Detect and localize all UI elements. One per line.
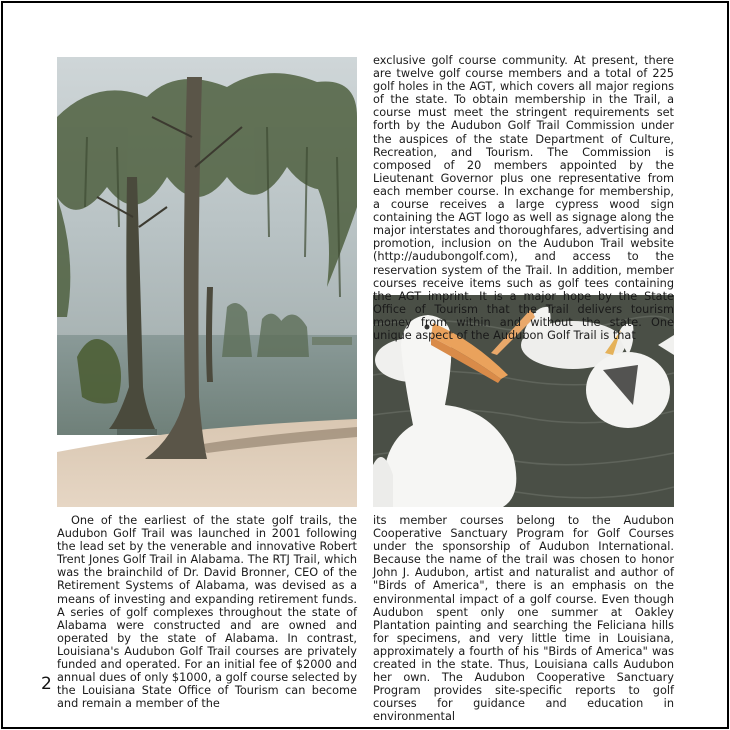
paragraph-text: One of the earliest of the state golf trails, the Audubon Golf Trail was launched in 2001 following the lead set by the venerable and innovative Robert Trent Jones Golf Trail in Alabama. The RTJ Trail, which was the brainchild of Dr. David Bronner, CEO of the Retirement Systems of Alabama, was devised as a means of investing and expanding retirement funds. A series of golf complexes throughout the state of Alabama were constructed and are owned and operated by the state of Alabama. In contrast, Louisiana's Audubon Golf Trail courses are privately funded and operated. For an initial fee of $2000 and annual dues of only $1000, a golf course selected by the Louisiana State Office of Tourism can become and remain a member of the: [57, 514, 357, 711]
paragraph-text: exclusive golf course community. At present, there are twelve golf course members and a total of 225 golf holes in the AGT, which covers all major regions of the state. To obtain membership in the Trail, a course must meet the stringent requirements set forth by the Audubon Golf Trail Commission under the auspices of the state Department of Culture, Recreation, and Tourism. The Commission is composed of 20 members appointed by the Lieutenant Governor plus one representative from each member course. In exchange for membership, a course receives a large cypress wood sign containing the AGT logo as well as signage along the major interstates and thoroughfares, advertising and promotion, inclusion on the Audubon Trail website (http://audubongolf.com), and access to the reservation system of the Trail. In addition, member courses receive items such as golf tees containing the AGT imprint. It is a major hope by the State Office of Tourism that the Trail delivers tourism money from within and without the state. One unique aspect of the Audubon Golf Trail is that: [373, 54, 674, 342]
text-column-right-top: [373, 54, 674, 342]
cypress-trees-photo: [57, 57, 357, 507]
text-column-left-bottom: [57, 514, 357, 710]
paragraph-text: its member courses belong to the Audubon Cooperative Sanctuary Program for Golf Courses under the sponsorship of Audubon International. Because the name of the trail was chosen to honor John J. Audubon, artist and naturalist and author of "Birds of America", there is an emphasis on the environmental impact of a golf course. Even though Audubon spent only one summer at Oakley Plantation painting and searching the Feliciana hills for specimens, and very little time in Louisiana, approximately a fourth of his "Birds of America" was created in the state. Thus, Louisiana calls Audubon her own. The Audubon Cooperative Sanctuary Program provides site-specific reports to golf courses for guidance and education in environmental: [373, 514, 674, 724]
page-number: 2: [41, 674, 52, 694]
text-column-right-bottom: [373, 514, 674, 724]
